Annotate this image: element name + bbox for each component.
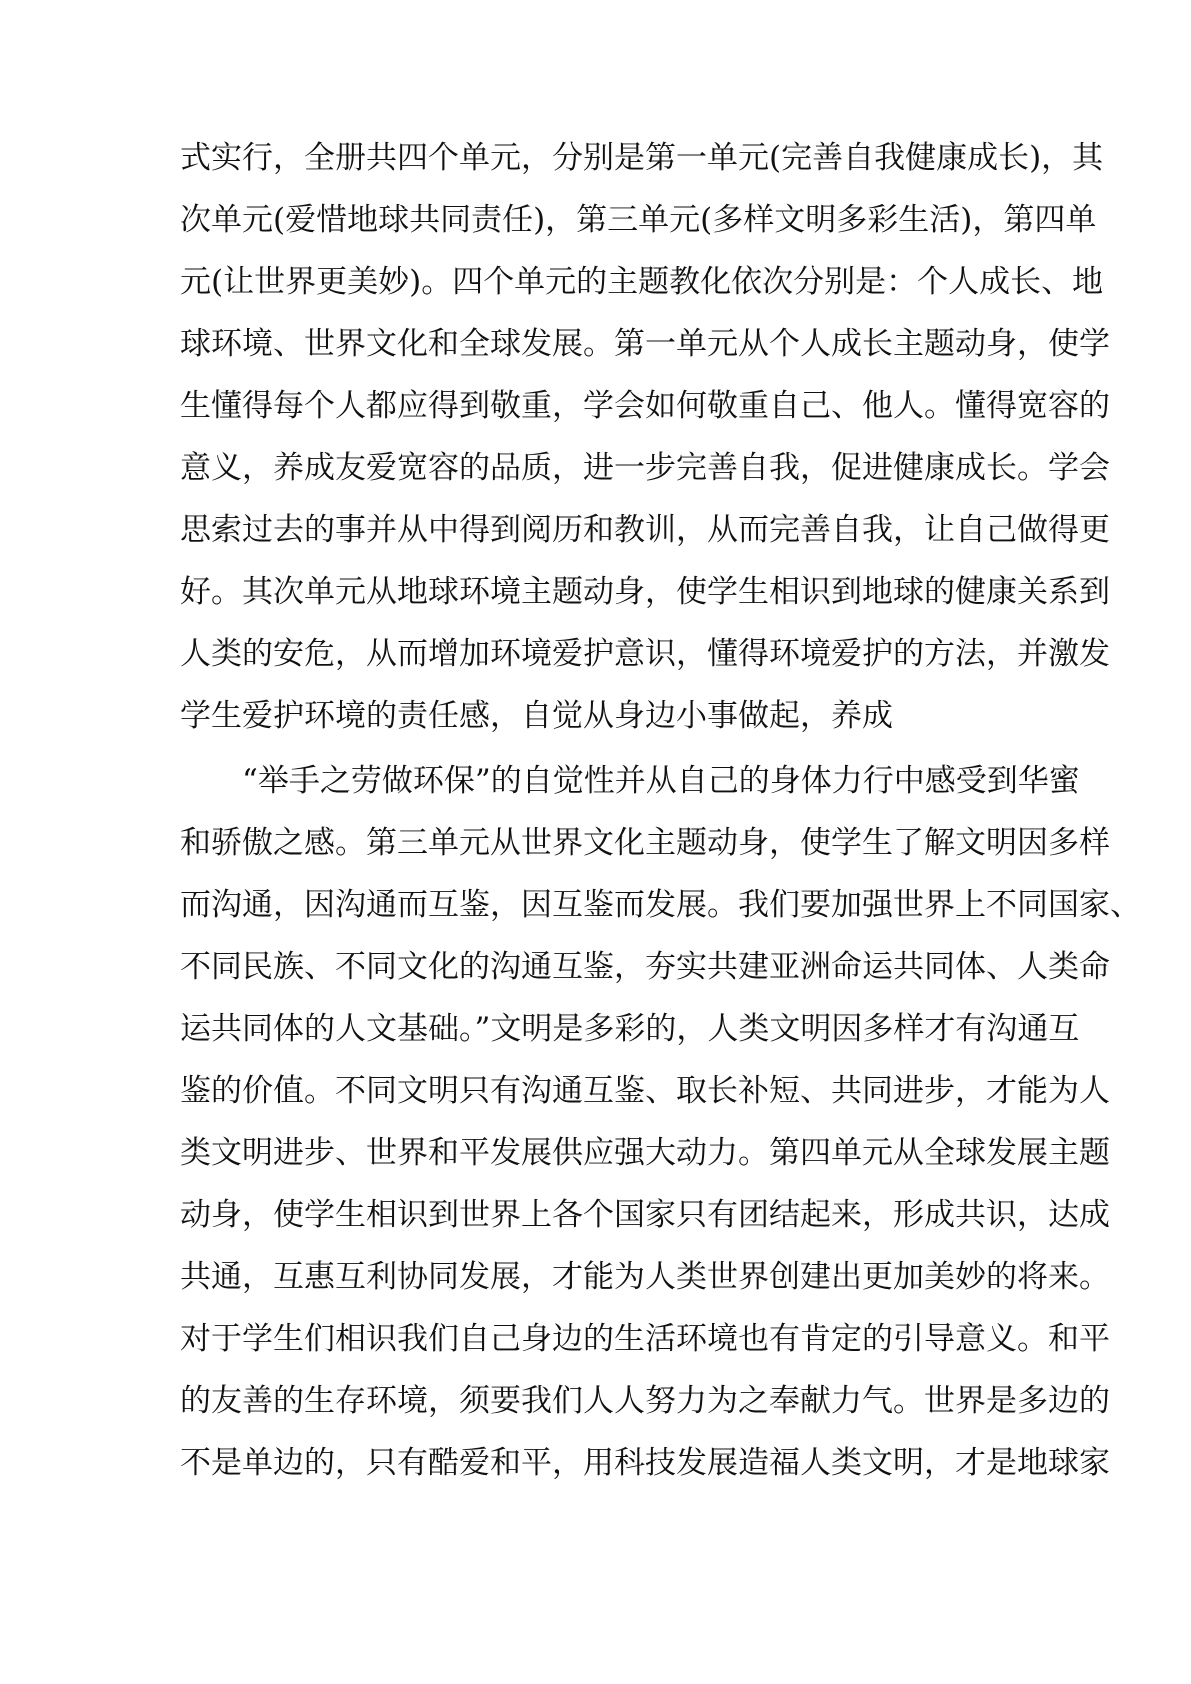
paragraph-line: 次单元(爱惜地球共同责任)，第三单元(多样文明多彩生活)，第四单 [180,202,1097,238]
paragraph-line: 不同民族、不同文化的沟通互鉴，夯实共建亚洲命运共同体、人类命 [180,949,1110,985]
paragraph-line: 球环境、世界文化和全球发展。第一单元从个人成长主题动身，使学 [180,326,1110,362]
paragraph-line: 鉴的价值。不同文明只有沟通互鉴、取长补短、共同进步，才能为人 [180,1073,1110,1109]
paragraph-line: 学生爱护环境的责任感，自觉从身边小事做起，养成 [180,698,893,734]
paragraph-line: 对于学生们相识我们自己身边的生活环境也有肯定的引导意义。和平 [180,1321,1110,1357]
paragraph-line: 人类的安危，从而增加环境爱护意识，懂得环境爱护的方法，并激发 [180,636,1110,672]
paragraph-line: 共通，互惠互利协同发展，才能为人类世界创建出更加美妙的将来。 [180,1259,1110,1295]
paragraph-line: 意义，养成友爱宽容的品质，进一步完善自我，促进健康成长。学会 [180,450,1110,486]
paragraph-line: 的友善的生存环境，须要我们人人努力为之奉献力气。世界是多边的 [180,1383,1110,1419]
paragraph-line: “举手之劳做环保”的自觉性并从自己的身体力行中感受到华蜜 [242,763,1080,799]
paragraph-line: 不是单边的，只有酷爱和平，用科技发展造福人类文明，才是地球家 [180,1445,1110,1481]
paragraph-line: 好。其次单元从地球环境主题动身，使学生相识到地球的健康关系到 [180,574,1110,610]
paragraph-line: 运共同体的人文基础。”文明是多彩的，人类文明因多样才有沟通互 [180,1011,1080,1047]
paragraph-line: 生懂得每个人都应得到敬重，学会如何敬重自己、他人。懂得宽容的 [180,388,1110,424]
paragraph-line: 动身，使学生相识到世界上各个国家只有团结起来，形成共识，达成 [180,1197,1110,1233]
paragraph-line: 和骄傲之感。第三单元从世界文化主题动身，使学生了解文明因多样 [180,825,1110,861]
paragraph-line: 式实行，全册共四个单元，分别是第一单元(完善自我健康成长)，其 [180,140,1104,176]
paragraph-line: 元(让世界更美妙)。四个单元的主题教化依次分别是：个人成长、地 [180,264,1104,300]
paragraph-line: 思索过去的事并从中得到阅历和教训，从而完善自我，让自己做得更 [180,512,1110,548]
paragraph-line: 类文明进步、世界和平发展供应强大动力。第四单元从全球发展主题 [180,1135,1110,1171]
paragraph-line: 而沟通，因沟通而互鉴，因互鉴而发展。我们要加强世界上不同国家、 [180,887,1141,923]
